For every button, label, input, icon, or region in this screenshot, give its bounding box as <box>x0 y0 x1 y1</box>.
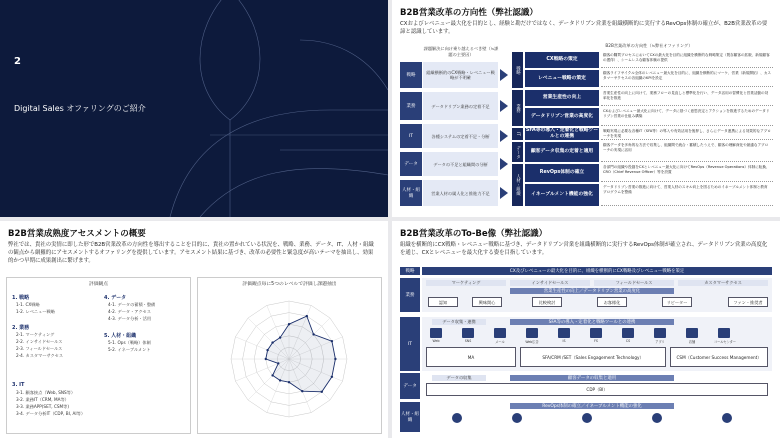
radar-point <box>279 379 281 381</box>
issue-strategy: 組織横断的のCX戦略・レベニュー戦略が不明確 <box>423 62 498 88</box>
policy-revops: RevOps体制の確立 <box>525 164 599 182</box>
direction-slide[interactable] <box>392 0 780 217</box>
radar-point <box>266 349 268 351</box>
right-cat-operation: 業務 <box>512 90 523 126</box>
stage-comparison: 比較検討 <box>532 297 562 307</box>
policy-revenue-strategy: レベニュー戦略の策定 <box>525 70 599 87</box>
channel-label: Web広告 <box>525 340 539 344</box>
policy-desc: 各部門の組織や役割をCXとレベニュー最大化に向けてRevOps（Revenue Operations）体制に転換、CRO（Chief Revenue Officer）等を設置 <box>601 164 773 182</box>
cover-subtitle: Digital Sales オファリングのご紹介 <box>14 104 146 113</box>
stage-interest: 興味関心 <box>472 297 502 307</box>
policy-enablement: イネーブルメント機能の強化 <box>525 184 599 206</box>
arrow-icon <box>500 100 508 112</box>
row-label-strategy: 戦略 <box>400 267 420 275</box>
channel-label: FS <box>594 339 598 343</box>
left-cat-hr: 人材・組織 <box>400 180 422 206</box>
group-item: 5-1. Ops（戦略）体制 <box>108 340 151 345</box>
right-cat-strategy: 戦略 <box>512 52 523 88</box>
ad-icon <box>526 328 538 338</box>
group-item: 2-1. マーケティング <box>16 332 55 337</box>
radar-point <box>331 376 333 378</box>
stage-customer: お客様化 <box>597 297 627 307</box>
policy-desc: 顧客の購買プロセスにおいてCXの最大化を目的に組織を横断的な戦略策定（既存顧客の拡販、新規顧客の獲得）、シームレスな顧客体験の提供 <box>601 52 773 68</box>
sfa-tag: データ収集・連携 <box>432 319 486 325</box>
issue-operation: データドリブン業務の定着不足 <box>423 92 498 120</box>
tobe-slide[interactable] <box>392 221 780 438</box>
strategy-bar: CX及びレベニューの最大化を目的に、組織を横断的にCX戦略及びレベニュー戦略を策定 <box>422 267 772 275</box>
right-cat-it: IT <box>512 128 523 140</box>
radar-point <box>321 391 323 393</box>
radar-panel-title: 評価観点毎に5つのレベルで評価し課題抽出 <box>242 282 337 287</box>
group-item: 5-2. イネーブルメント <box>108 347 151 352</box>
person-icon <box>512 413 522 423</box>
policy-data-driven: データドリブン営業の高度化 <box>525 108 599 126</box>
radar-point <box>271 374 273 376</box>
left-cat-strategy: 戦略 <box>400 62 422 88</box>
radar-point <box>288 323 290 325</box>
data-tag: データの収集 <box>432 375 486 381</box>
arrow-icon <box>500 187 508 199</box>
flow-field-sales: フィールドセールス <box>594 280 674 286</box>
lead-text: CXおよびレベニュー最大化を目的とし、経験と勘だけではなく、データドリブン営業を組織横断的に実行するRevOps体制の確立が、B2B営業改革の要諦と認識しています。 <box>400 21 768 35</box>
radar-series-line <box>266 316 336 392</box>
page-title: B2B営業改革のTo-Be像（弊社認識） <box>400 229 548 239</box>
cs-icon <box>622 328 634 338</box>
radar-point <box>279 336 281 338</box>
left-cat-it: IT <box>400 124 422 148</box>
policy-sfa: SFA等の導入・定着化と戦略ツールとの連携 <box>525 128 599 139</box>
radar-point <box>331 340 333 342</box>
page-title: B2B営業改革の方向性（弊社認識） <box>400 8 538 18</box>
left-header: 課題解決に向け乗り越えるべき壁（≒課題の主要因） <box>423 46 499 57</box>
assessment-slide[interactable] <box>0 221 388 438</box>
group-item: 1-2. レベニュー戦略 <box>16 309 55 314</box>
group-item: 4-2. データ・アクセス <box>108 309 151 314</box>
group-item: 3-4. データ分析IT（CDP, BI, AI等） <box>16 411 86 416</box>
group-item: 2-3. フィールドセールス <box>16 346 63 351</box>
radar-point <box>265 358 267 360</box>
group-item: 4-1. データの蓄積・整備 <box>108 302 156 307</box>
sfa-crm-box: SFA/CRM /SET（Sales Engagement Technology） <box>520 347 666 367</box>
radar-point <box>301 390 303 392</box>
lead-text: 組織を横断的にCX戦略・レベニュー戦略に基づき、データドリブン営業を組織横断的に実行するRevOps体制が確立され、データドリブン営業の高度化を通じ、CXとレベニューを最大化する姿を目指しています。 <box>400 242 768 256</box>
policy-desc: データドリブン営業の推進に向けて、営業人材のスキル向上を図るためのイネーブルメント体制と教育プログラムを整備 <box>601 184 773 206</box>
channel-label: Web <box>432 339 440 343</box>
flow-marketing: マーケティング <box>426 280 506 286</box>
group-title: 5. 人材・組織 <box>104 333 137 339</box>
stage-fan: ファン・推奨者 <box>728 297 768 307</box>
left-cat-data: データ <box>400 152 422 176</box>
group-item: 3-3. 業務APP(SET, CSM等) <box>16 404 69 409</box>
person-icon <box>452 413 462 423</box>
flow-inside-sales: インサイドセールス <box>510 280 590 286</box>
person-icon <box>652 413 662 423</box>
group-title: 3. IT <box>12 382 25 388</box>
policy-desc: 顧客データを多角的な方法で収集し、組織間で統合・蓄積したうえで、顧客の理解深化や最適なアプローチの実現に活用 <box>601 142 773 162</box>
sfa-bar: SFA等の導入・定着化と戦略ツールとの連携 <box>510 319 674 325</box>
csm-box: CSM（Customer Success Management） <box>670 347 768 367</box>
web-icon <box>430 328 442 338</box>
issue-hr: 営業人材の属人化と推進力不足 <box>423 180 498 206</box>
policy-desc: 戦略実現に必要な各種IT（SFA等）の導入や有効活用を後押し、さらにデータ連携による効果的なアプローチを実現 <box>601 128 773 140</box>
fs-icon <box>590 328 602 338</box>
app-icon <box>654 328 666 338</box>
group-title: 2. 業務 <box>12 325 30 331</box>
group-item: 3-1. 顧客接点（Web, SNS等） <box>16 390 76 395</box>
group-item: 2-4. カスタマーサクセス <box>16 353 64 358</box>
hr-bar: RevOps体制の確立／イネーブルメント機能の強化 <box>510 403 674 409</box>
policy-productivity: 営業生産性の向上 <box>525 90 599 106</box>
page-title: B2B営業成熟度アセスメントの概要 <box>8 229 146 239</box>
radar-point <box>312 333 314 335</box>
right-header: B2B営業改革の方向性（≒弊社オファリング） <box>605 43 693 48</box>
arrow-icon <box>500 130 508 142</box>
policy-desc: 顧客ライフサイクル全体のレベニュー最大化を目的に、組織を横断的にマーケ、営業（新規開拓）、カスタマーサクセスの各組織のKPIを設定 <box>601 70 773 87</box>
group-item: 4-3. データ分析・活用 <box>108 316 152 321</box>
is-icon <box>558 328 570 338</box>
group-title: 1. 戦略 <box>12 295 30 301</box>
policy-desc: CXおよびレベニュー最大化に向けて、データに基づく意思決定とアクションを推進するためのデータドリブン営業の仕組み構築 <box>601 108 773 126</box>
right-cat-data: データ <box>512 142 523 162</box>
stage-repeater: リピーター <box>662 297 692 307</box>
lead-text: 弊社では、貴社の実情に即した形でB2B営業改革の方向性を導出することを目的に、貴社の置かれている状況を、戦略、業務、データ、IT、人材・組織の観点から網羅的にアセスメントするオファリングを提供しています。アセスメント結果に基づき、改革の必要性と緊急度が高いテーマを抽出し、効果的かつ早期に成果創出に繋げます。 <box>8 242 374 264</box>
channel-label: コールセンター <box>713 340 737 344</box>
channel-label: アプリ <box>655 340 665 344</box>
right-cat-hr: 人材・組織 <box>512 164 523 206</box>
cover-slide[interactable] <box>0 0 388 217</box>
mail-icon <box>494 328 506 338</box>
radar-point <box>306 315 308 317</box>
policy-cx-strategy: CX戦略の策定 <box>525 52 599 68</box>
issue-it: 各種システムの定着不足・分断 <box>423 124 498 148</box>
group-item: 2-2. インサイドセールス <box>16 339 63 344</box>
section-number: 2 <box>14 56 21 67</box>
radar-chart <box>197 287 382 432</box>
issue-data: データの不足と組織間の分断 <box>423 152 498 176</box>
row-label-hr: 人材・組織 <box>400 402 420 432</box>
radar-point <box>277 362 279 364</box>
policy-customer-data: 顧客データ収集の定着と適用 <box>525 142 599 162</box>
radar-point <box>271 341 273 343</box>
arrow-icon <box>500 69 508 81</box>
left-cat-operation: 業務 <box>400 92 422 120</box>
row-label-data: データ <box>400 373 420 399</box>
group-title: 4. データ <box>104 295 127 301</box>
channel-label: SNS <box>464 339 472 343</box>
row-label-operation: 業務 <box>400 278 420 312</box>
store-icon <box>686 328 698 338</box>
radar-point <box>334 358 336 360</box>
cdp-box: CDP（BI） <box>426 383 768 396</box>
stage-awareness: 認知 <box>428 297 458 307</box>
ops-bar: 営業生産性の向上／データドリブン営業の高度化 <box>510 288 674 294</box>
ma-box: MA <box>426 347 516 367</box>
person-icon <box>582 413 592 423</box>
data-bar: 顧客データの収集と適用 <box>510 375 674 381</box>
flow-customer-success: カスタマーサクセス <box>678 280 768 286</box>
channel-label: CS <box>625 339 631 343</box>
policy-desc: 営業生産性の向上に向けて、業務フローの見直しと標準化を行い、データ活用の習慣化と営業活動の効率化を推進 <box>601 90 773 106</box>
sns-icon <box>462 328 474 338</box>
row-label-it: IT <box>400 317 420 371</box>
arrow-icon <box>500 158 508 170</box>
radar-point <box>288 381 290 383</box>
channel-label: 店舗 <box>688 340 696 344</box>
channel-label: IS <box>562 339 566 343</box>
group-item: 1-1. CX戦略 <box>16 302 40 307</box>
group-item: 3-2. 業務IT（CRM, MA等） <box>16 397 69 402</box>
person-icon <box>722 413 732 423</box>
channel-label: メール <box>495 340 505 344</box>
call-center-icon <box>718 328 730 338</box>
criteria-panel-title: 評価観点 <box>88 282 109 287</box>
